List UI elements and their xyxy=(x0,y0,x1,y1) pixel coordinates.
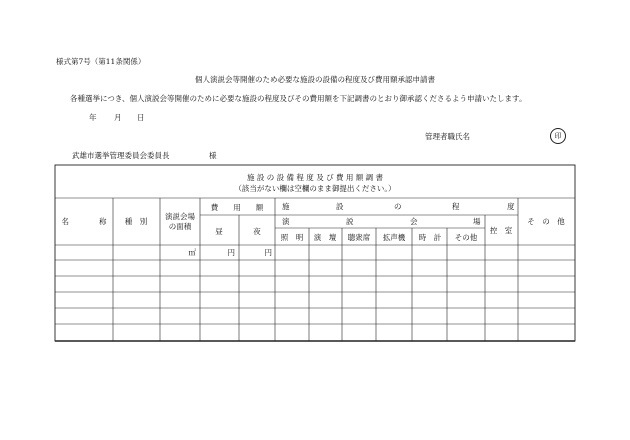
document-title: 個人演説会等開催のため必要な施設の設備の程度及び費用額承認申請書 xyxy=(195,75,435,84)
form-number: 様式第7号（第11条関係） xyxy=(56,57,146,66)
header-degree-c5: 度 xyxy=(507,202,515,211)
header-area-line2: の面積 xyxy=(168,222,192,231)
header-clock: 時 計 xyxy=(418,233,442,242)
header-cost: 費 用 額 xyxy=(210,203,264,212)
header-degree-c4: 程 xyxy=(452,202,460,211)
date-day-label: 日 xyxy=(137,113,145,122)
header-lighting: 照 明 xyxy=(280,233,304,242)
date-month-label: 月 xyxy=(114,113,122,122)
header-cost-day: 昼 xyxy=(215,227,223,236)
applicant-name-label: 管理者職氏名 xyxy=(425,132,470,141)
header-name: 名 称 xyxy=(61,217,107,226)
header-hall-c2: 説 xyxy=(346,217,354,226)
header-hall-c3: 会 xyxy=(410,217,418,226)
header-degree-c1: 施 xyxy=(282,202,290,211)
header-hall-other: その他 xyxy=(454,233,478,242)
unit-yen-night: 円 xyxy=(264,248,272,257)
header-waiting-room: 控 室 xyxy=(489,226,513,235)
header-stage: 演 壇 xyxy=(313,233,337,242)
body-text: 各種選挙につき、個人演説会等開催のために必要な施設の程度及びその費用額を下記調書のとおり御承認くださるよう申請いたします。 xyxy=(70,94,527,103)
header-type: 種 別 xyxy=(124,217,148,226)
header-degree-c3: の xyxy=(394,202,402,211)
header-other: そ の 他 xyxy=(527,217,565,226)
header-degree-c2: 設 xyxy=(336,202,344,211)
addressee: 武雄市選挙管理委員会委員長 xyxy=(72,151,170,160)
header-hall-c1: 演 xyxy=(282,217,290,226)
addressee-honorific: 様 xyxy=(209,151,217,160)
unit-yen-day: 円 xyxy=(227,248,235,257)
header-seats: 聴衆席 xyxy=(347,233,371,242)
header-hall-c4: 場 xyxy=(473,217,481,226)
header-area-line1: 演説会場 xyxy=(165,212,195,221)
seal-mark: 印 xyxy=(550,128,566,144)
header-cost-night: 夜 xyxy=(253,227,261,236)
unit-area: ㎡ xyxy=(188,248,196,257)
header-speaker: 拡声機 xyxy=(382,233,406,242)
table-subtitle: （該当がない欄は空欄のまま御提出ください。） xyxy=(234,184,396,193)
table-title: 施 設 の 設 備 程 度 及 び 費 用 額 調 書 xyxy=(247,173,383,182)
date-year-label: 年 xyxy=(89,113,97,122)
